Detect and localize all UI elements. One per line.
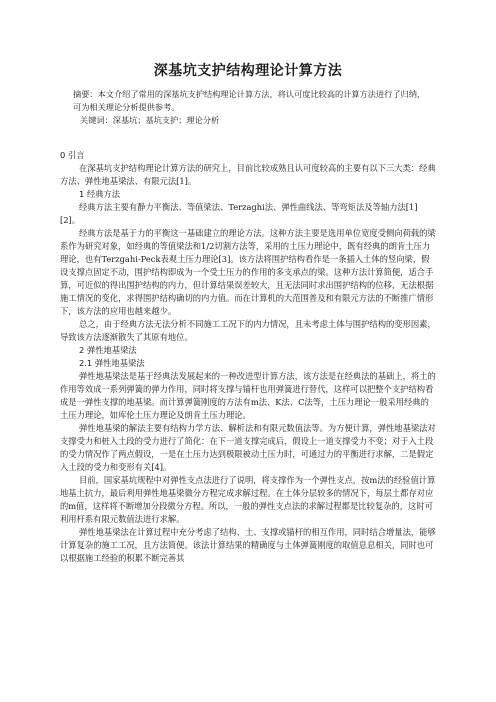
paragraph: 弹性地基梁法是基于经典法发展起来的一种改进型计算方法，该方法是在经典法的基础上，将土的作用等效成一系列弹簧的弹力作用，同时将支撑与锚杆也用弹簧进行替代，这样可以把整个支护结构看成是一弹性支撑的地基梁。而计算弹簧刚度的方法有m法、K法、C法等，土压力理论一般采用经典的土压力理论，如库伦土压力理论及朗肯土压力理论。 [60,371,436,420]
abstract: 摘要：本文介绍了常用的深基坑支护结构理论计算方法，将认可度比较高的计算方法进行了归纳，可为相关理论分析提供参考。 [73,89,426,112]
body-text [60,149,436,565]
section-heading: 0 引言 [60,150,85,160]
subsection-heading: 2.1 弹性地基梁法 [79,358,145,368]
paragraph: 总之，由于经典方法无法分析不同施工工况下的内力情况，且未考虑土体与围护结构的变形因素，导致该方法逐渐散失了其原有地位。 [60,319,436,342]
keywords: 关键词：深基坑；基坑支护；理论分析 [80,115,220,125]
paper-title: 深基坑支护结构理论计算方法 [153,63,343,79]
paragraph: 弹性地基梁法在计算过程中充分考虑了结构、土、支撑或锚杆的相互作用，同时结合增量法，能够计算复杂的施工工况，且方法简便。该法计算结果的精确度与土体弹簧刚度的取值息息相关，同时也可以根据施工经验的积累不断完善其 [60,527,436,563]
paragraph: 目前，国家基坑规程中对弹性支点法进行了说明，将支撑作为一个弹性支点，按m法的经验值计算地基土抗力，最后利用弹性地基梁微分方程完成求解过程。在土体分层较多的情况下，每层土都存对应的m值，这样将不断增加分段微分方程。所以，一般的弹性支点法的求解过程都是比较复杂的，这时可利用杆系有限元数值法进行求解。 [60,475,436,524]
section-heading: 1 经典方法 [79,189,121,199]
section-heading: 2 弹性地基梁法 [79,345,137,355]
paragraph: 弹性地基梁的解法主要有结构力学方法、解析法和有限元数值法等。为方便计算，弹性地基梁法对支撑受力和桩入土段的受力进行了简化：在下一道支撑完成后，假设上一道支撑受力不变；对于入土段的受力情况作了两点假设，一是在土压力达到极限被动土压力时，可通过力的平衡进行求解，二是假定入土段的受力和变形有关[4]。 [60,423,436,472]
paragraph: 经典方法主要有静力平衡法、等值梁法、Terzaghi法、弹性曲线法、等弯矩法及等轴力法[1][2]。 [60,202,418,225]
paragraph: 经典方法是基于力的平衡这一基础建立的理论方法。这种方法主要是选用单位宽度受侧向荷载的梁系作为研究对象，如经典的等值梁法和1/2切割方法等，采用的土压力理论中，既有经典的朗肯土压力理论，也有Terzgahi-Peck表观土压力理论[3]。该方法将围护结构看作是一条插入土体的竖向梁，假设支撑点固定不动，围护结构即成为一个受土压力的作用的多支承点的梁。这种方法计算简便，适合手算，可近似的得出围护结构的内力，但计算结果误差较大，且无法同时求出围护结构的位移，无法根据施工情况的变化，求得围护结构确切的内力值。而在计算机的大范围普及和有限元方法的不断推广情形下，该方法的应用也越来越少。 [60,228,436,316]
paragraph: 在深基坑支护结构理论计算方法的研究上，目前比较成熟且认可度较高的主要有以下三大类：经典方法、弹性地基梁法、有限元法[1]。 [60,163,436,186]
